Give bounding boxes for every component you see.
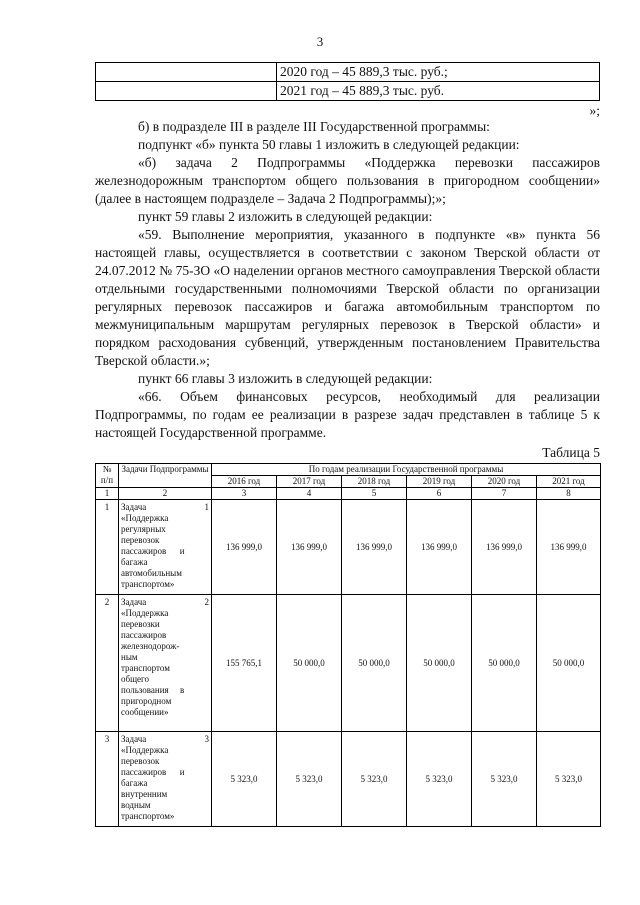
- table-row: [96, 82, 600, 101]
- task-name-line: регулярных: [121, 524, 166, 534]
- page-number: 3: [316, 34, 324, 49]
- table-row: [96, 732, 601, 827]
- task-name-line: общего: [121, 674, 149, 684]
- task-label: Задача: [121, 597, 147, 607]
- amount-cell: 50 000,0: [537, 595, 601, 732]
- column-number: 5: [342, 488, 407, 500]
- amount-cell: 136 999,0: [212, 500, 277, 595]
- task-name-line: пассажиров: [121, 630, 167, 640]
- task-name-line: перевозок: [121, 535, 160, 545]
- task-name: [119, 732, 212, 827]
- task-name-line: «Поддержка: [121, 608, 169, 618]
- amount-cell: 136 999,0: [537, 500, 601, 595]
- table-caption: Таблица 5: [542, 445, 600, 460]
- header-year: 2021 год: [537, 476, 601, 488]
- table-column-numbers: [96, 488, 601, 500]
- task-name-line: «Поддержка: [121, 513, 169, 523]
- task-name-line: перевозки: [121, 619, 160, 629]
- task-name-line: «Поддержка: [121, 745, 169, 755]
- task-name-line: перевозок: [121, 756, 160, 766]
- task-name-line: пригородном: [121, 696, 172, 706]
- paragraph-item-59: пункт 59 главы 2 изложить в следующей редакции:: [138, 209, 433, 224]
- task-number: 2: [204, 597, 209, 607]
- column-number: 6: [407, 488, 472, 500]
- paragraph-subsection-b: б) в подразделе III в разделе III Государственной программы:: [138, 119, 490, 134]
- document-body: [95, 118, 600, 442]
- amount-cell: 5 323,0: [342, 732, 407, 827]
- financing-table: [95, 463, 601, 827]
- table-row: [96, 63, 600, 82]
- paragraph-59-text: «59. Выполнение мероприятия, указанного в подпункте «в» пункта 56 настоящей главы, осуществляется в соответствии с законом Тверской области от 24.07.2012 № 75-ЗО «О наделении органов местного самоуправления Тверской области отдельными государственными полномочиями Тверской области по организации регулярных перевозок пассажиров и багажа автомобильным транспортом по межмуниципальным маршрутам регулярных перевозок в Тверской области» и порядком расходования субвенций, утвержденным постановлением Правительства Тверской области.»;: [95, 227, 600, 368]
- task-name-line: пассажиров и: [121, 767, 185, 777]
- task-name-line: пользования в: [121, 685, 185, 695]
- task-name-line: багажа: [121, 557, 148, 567]
- task-name: [119, 500, 212, 595]
- task-name-line: пассажиров и: [121, 546, 185, 556]
- task-name-line: транспортом»: [121, 811, 175, 821]
- row-number: 2: [96, 595, 119, 732]
- header-year: 2018 год: [342, 476, 407, 488]
- empty-cell: [96, 63, 277, 82]
- row-number: 1: [96, 500, 119, 595]
- table-row: [96, 595, 601, 732]
- paragraph-item-50: подпункт «б» пункта 50 главы 1 изложить в следующей редакции:: [138, 137, 520, 152]
- amount-cell: 5 323,0: [277, 732, 342, 827]
- task-name-line: внутренним: [121, 789, 168, 799]
- task-number: 3: [204, 734, 209, 744]
- amount-cell: 5 323,0: [472, 732, 537, 827]
- task-name: [119, 595, 212, 732]
- amount-cell: 155 765,1: [212, 595, 277, 732]
- header-number: № п/п: [96, 464, 119, 488]
- amount-cell: 136 999,0: [472, 500, 537, 595]
- empty-cell: [96, 82, 277, 101]
- header-year: 2016 год: [212, 476, 277, 488]
- paragraph-item-66: пункт 66 главы 3 изложить в следующей редакции:: [138, 371, 433, 386]
- paragraph-66-text: «66. Объем финансовых ресурсов, необходимый для реализации Подпрограммы, по годам ее реализации в разрезе задач представлен в таблице 5 к настоящей Государственной программе.: [95, 389, 600, 440]
- amount-cell: 50 000,0: [277, 595, 342, 732]
- task-name-line: транспортом: [121, 663, 170, 673]
- amount-cell: 50 000,0: [472, 595, 537, 732]
- column-number: 2: [119, 488, 212, 500]
- header-year: 2020 год: [472, 476, 537, 488]
- task-name-line: водным: [121, 800, 151, 810]
- table-row: [96, 500, 601, 595]
- financing-summary-table: [95, 62, 600, 101]
- amount-cell: 50 000,0: [407, 595, 472, 732]
- paragraph-task-2: «б) задача 2 Подпрограммы «Поддержка перевозки пассажиров железнодорожным транспортом общего пользования в пригородном сообщении» (далее в настоящем подразделе – Задача 2 Подпрограммы);»;: [95, 155, 600, 206]
- closing-quote: »;: [589, 103, 600, 118]
- task-name-line: железнодорож-: [121, 641, 180, 651]
- row-number: 3: [96, 732, 119, 827]
- amount-cell: 136 999,0: [342, 500, 407, 595]
- financing-2020: 2020 год – 45 889,3 тыс. руб.;: [277, 63, 600, 82]
- header-years-group: По годам реализации Государственной программы: [212, 464, 601, 476]
- task-name-line: багажа: [121, 778, 148, 788]
- task-label: Задача: [121, 734, 147, 744]
- header-year: 2019 год: [407, 476, 472, 488]
- task-name-line: транспортом»: [121, 579, 175, 589]
- amount-cell: 50 000,0: [342, 595, 407, 732]
- header-year: 2017 год: [277, 476, 342, 488]
- task-label: Задача: [121, 502, 147, 512]
- table-header-row: [96, 464, 601, 476]
- column-number: 4: [277, 488, 342, 500]
- task-name-line: сообщении»: [121, 707, 169, 717]
- financing-2021: 2021 год – 45 889,3 тыс. руб.: [277, 82, 600, 101]
- column-number: 8: [537, 488, 601, 500]
- column-number: 7: [472, 488, 537, 500]
- amount-cell: 5 323,0: [212, 732, 277, 827]
- amount-cell: 5 323,0: [407, 732, 472, 827]
- column-number: 3: [212, 488, 277, 500]
- amount-cell: 5 323,0: [537, 732, 601, 827]
- column-number: 1: [96, 488, 119, 500]
- amount-cell: 136 999,0: [407, 500, 472, 595]
- header-task: Задачи Подпрограммы: [119, 464, 212, 488]
- task-number: 1: [204, 502, 209, 512]
- amount-cell: 136 999,0: [277, 500, 342, 595]
- task-name-line: ным: [121, 652, 138, 662]
- task-name-line: автомобильным: [121, 568, 182, 578]
